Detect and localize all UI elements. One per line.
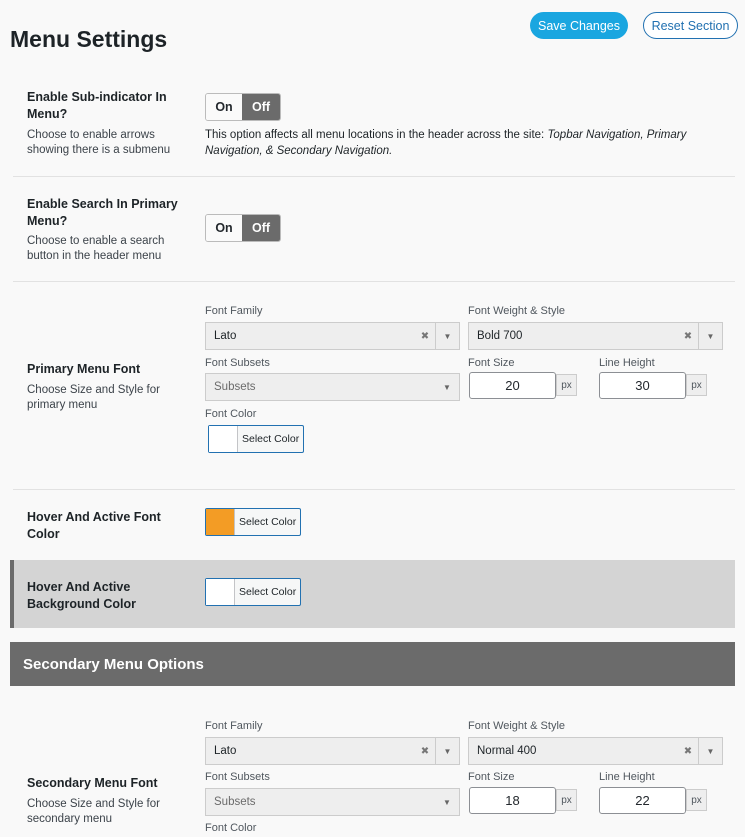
unit-label: px — [686, 789, 707, 811]
primary-line-height-field[interactable] — [599, 372, 707, 399]
select-color-label: Select Color — [239, 516, 297, 528]
select-color-label: Select Color — [239, 586, 297, 598]
unit-label: px — [686, 374, 707, 396]
primary-font-color-button[interactable] — [208, 425, 304, 453]
select-value: Subsets — [214, 381, 256, 393]
chevron-down-icon[interactable]: ▼ — [698, 323, 722, 349]
primary-font-family-select[interactable] — [205, 322, 460, 350]
toggle-on-option[interactable]: On — [206, 94, 242, 120]
divider — [13, 281, 735, 282]
chevron-down-icon[interactable]: ▼ — [443, 797, 451, 807]
color-swatch — [206, 509, 235, 535]
hover-bg-color-label: Hover And Active Background Color — [27, 580, 137, 611]
sub-indicator-toggle[interactable] — [205, 93, 281, 121]
note-locations: Topbar Navigation, Primary Navigation, & Secondary Navigation. — [205, 129, 687, 157]
secondary-line-height-field[interactable] — [599, 787, 707, 814]
divider — [13, 489, 735, 490]
secondary-font-label: Secondary Menu Font — [27, 776, 158, 790]
font-weight-label: Font Weight & Style — [468, 720, 566, 732]
color-swatch — [206, 579, 235, 605]
secondary-font-subsets-select[interactable] — [205, 788, 460, 816]
font-subsets-label: Font Subsets — [205, 771, 270, 783]
secondary-font-weight-select[interactable] — [468, 737, 723, 765]
chevron-down-icon[interactable]: ▼ — [443, 382, 451, 392]
search-primary-toggle[interactable] — [205, 214, 281, 242]
primary-font-subsets-select[interactable] — [205, 373, 460, 401]
primary-font-label: Primary Menu Font — [27, 362, 141, 376]
line-height-label: Line Height — [599, 771, 655, 783]
secondary-font-desc: Choose Size and Style for secondary menu — [27, 798, 160, 825]
line-height-label: Line Height — [599, 357, 655, 369]
primary-font-desc: Choose Size and Style for primary menu — [27, 384, 160, 411]
primary-font-size-field[interactable] — [469, 372, 577, 399]
save-changes-button[interactable]: Save Changes — [530, 12, 628, 39]
font-size-label: Font Size — [468, 357, 515, 369]
sub-indicator-desc: Choose to enable arrows showing there is a submenu — [27, 129, 171, 156]
unit-label: px — [556, 789, 577, 811]
toggle-on-option[interactable]: On — [206, 215, 242, 241]
line-height-input[interactable]: 30 — [599, 372, 686, 399]
select-value: Bold 700 — [477, 330, 523, 342]
clear-icon[interactable]: ✖ — [683, 330, 693, 342]
page-title: Menu Settings — [10, 26, 168, 52]
line-height-input[interactable]: 22 — [599, 787, 686, 814]
note-prefix: This option affects all menu locations in the header across the site: — [205, 129, 548, 141]
primary-font-weight-select[interactable] — [468, 322, 723, 350]
hover-font-color-button[interactable] — [205, 508, 301, 536]
chevron-down-icon[interactable]: ▼ — [435, 323, 459, 349]
secondary-font-family-select[interactable] — [205, 737, 460, 765]
chevron-down-icon[interactable]: ▼ — [435, 738, 459, 764]
divider — [13, 176, 735, 177]
hover-bg-color-button[interactable] — [205, 578, 301, 606]
font-size-input[interactable]: 20 — [469, 372, 556, 399]
toggle-off-option[interactable]: Off — [242, 94, 280, 120]
clear-icon[interactable]: ✖ — [683, 745, 693, 757]
select-value: Subsets — [214, 796, 256, 808]
color-swatch — [209, 426, 238, 452]
font-weight-label: Font Weight & Style — [468, 305, 566, 317]
reset-section-button[interactable]: Reset Section — [643, 12, 738, 39]
font-color-label: Font Color — [205, 408, 257, 420]
clear-icon[interactable]: ✖ — [420, 330, 430, 342]
sub-indicator-note — [205, 127, 730, 159]
font-family-label: Font Family — [205, 720, 263, 732]
hover-font-color-label: Hover And Active Font Color — [27, 510, 161, 541]
select-value: Normal 400 — [477, 745, 537, 757]
search-primary-label: Enable Search In Primary Menu? — [27, 197, 178, 228]
font-size-label: Font Size — [468, 771, 515, 783]
font-subsets-label: Font Subsets — [205, 357, 270, 369]
chevron-down-icon[interactable]: ▼ — [698, 738, 722, 764]
font-color-label: Font Color — [205, 822, 257, 834]
clear-icon[interactable]: ✖ — [420, 745, 430, 757]
sub-indicator-label: Enable Sub-indicator In Menu? — [27, 90, 167, 121]
font-size-input[interactable]: 18 — [469, 787, 556, 814]
select-value: Lato — [214, 330, 237, 342]
secondary-font-size-field[interactable] — [469, 787, 577, 814]
secondary-menu-section-header: Secondary Menu Options — [10, 642, 735, 686]
unit-label: px — [556, 374, 577, 396]
search-primary-desc: Choose to enable a search button in the header menu — [27, 235, 165, 262]
toggle-off-option[interactable]: Off — [242, 215, 280, 241]
font-family-label: Font Family — [205, 305, 263, 317]
select-color-label: Select Color — [242, 433, 300, 445]
select-value: Lato — [214, 745, 237, 757]
